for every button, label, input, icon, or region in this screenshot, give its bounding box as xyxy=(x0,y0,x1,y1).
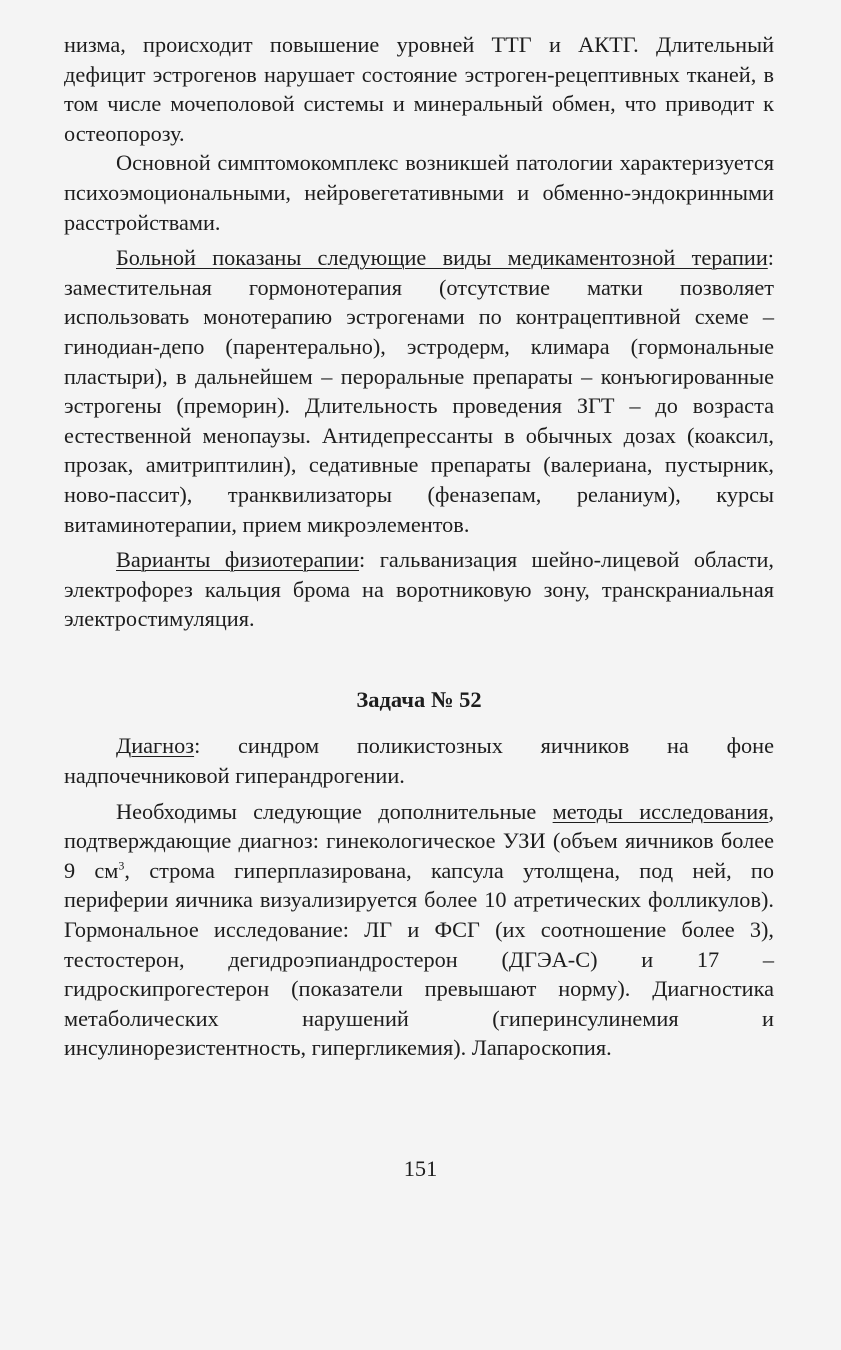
cubic-superscript: 3 xyxy=(118,858,125,873)
methods-text-a: , подтверждающие диагноз: гинекологическое УЗИ (объем яичников более 9 см xyxy=(64,798,775,883)
physio-label: Варианты физиотерапии xyxy=(116,547,360,573)
page-body xyxy=(64,30,774,1063)
diagnosis-text: : синдром поликистозных яичников на фоне надпочечниковой гиперандрогении. xyxy=(64,733,774,789)
page-number: 151 xyxy=(403,1156,438,1181)
task-heading: Задача № 52 xyxy=(356,686,482,712)
methods-label: методы исследования xyxy=(552,798,769,824)
paragraph-1: низма, происходит повышение уровней ТТГ и АКТГ. Длительный дефицит эстрогенов нарушает состояние эстроген-рецептивных тканей, в том числе мочеполовой системы и минеральный обмен, что приводит к остеопорозу. xyxy=(64,32,774,146)
methods-intro: Необходимы следующие дополнительные xyxy=(116,798,553,824)
methods-text-b: , строма гиперплазирована, капсула утолщена, под ней, по периферии яичника визуализируется более 10 атретических фолликулов). Гормональное исследование: ЛГ и ФСГ (их соотношение более 3), тестостерон, дегидроэпиандростерон (ДГЭА-С) и 17 – гидроскипрогестерон (показатели превышают норму). Диагностика метаболических нарушений (гиперинсулинемия и инсулинорезистентность, гипергликемия). Лапароскопия. xyxy=(64,857,774,1061)
paragraph-5 xyxy=(64,731,774,790)
therapy-text: : заместительная гормонотерапия (отсутствие матки позволяет использовать монотерапию эстрогенами по контрацептивной схеме – гинодиан-депо (парентерально), эстродерм, климара (гормональные пластыри), в дальнейшем – пероральные препараты – конъюгированные эстрогены (преморин). Длительность проведения ЗГТ – до возраста естественной менопаузы. Антидепрессанты в обычных дозах (коаксил, прозак, амитриптилин), седативные препараты (валериана, пустырник, ново-пассит), транквилизаторы (феназепам, реланиум), курсы витаминотерапии, прием микроэлементов. xyxy=(64,245,774,537)
diagnosis-label: Диагноз xyxy=(116,733,195,759)
paragraph-3 xyxy=(64,243,774,539)
physio-text: : гальванизация шейно-лицевой области, электрофорез кальция брома на воротниковую зону, транскраниальная электростимуляция. xyxy=(64,547,774,632)
therapy-label: Больной показаны следующие виды медикаментозной терапии xyxy=(116,245,768,271)
paragraph-2: Основной симптомокомплекс возникшей патологии характеризуется психоэмоциональными, нейровегетативными и обменно-эндокринными расстройствами. xyxy=(64,150,774,235)
paragraph-4 xyxy=(64,545,774,634)
paragraph-6 xyxy=(64,797,774,1063)
